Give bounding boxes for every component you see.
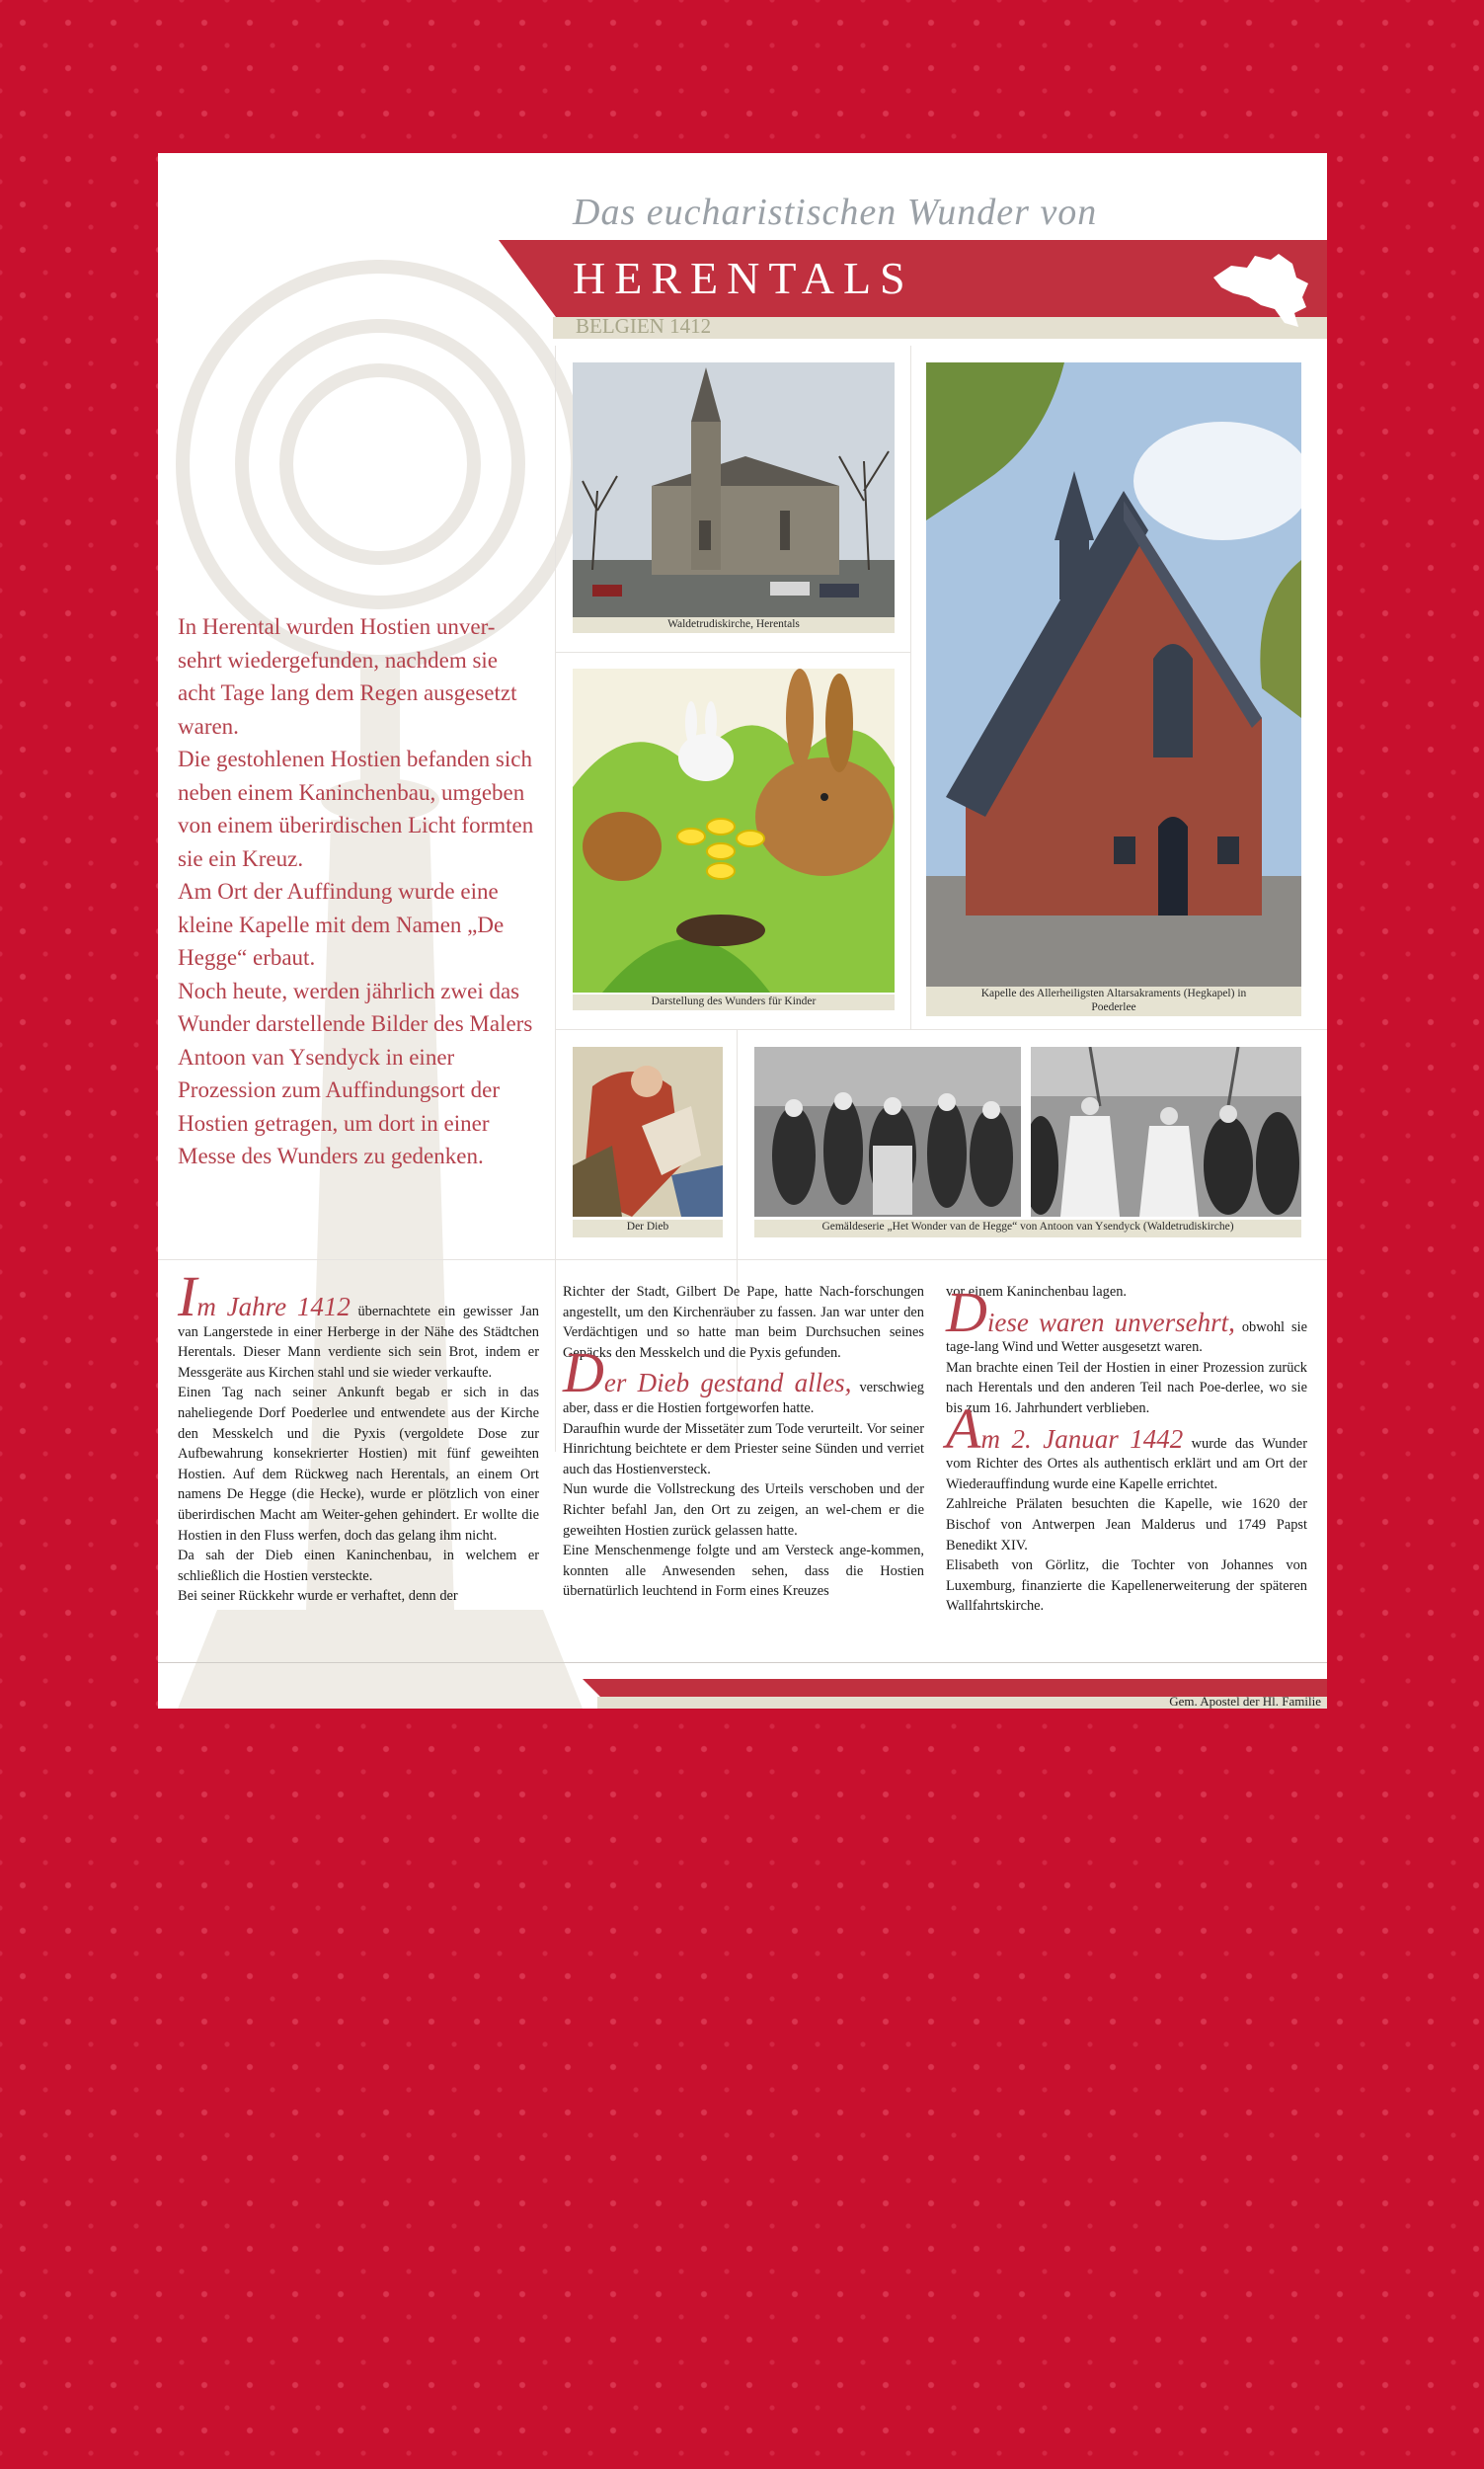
church-caption: Waldetrudiskirche, Herentals (573, 617, 895, 633)
body-paragraph: Nun wurde die Vollstreckung des Urteils verschoben und der Richter befahl Jan, den Ort zu zeigen, an wel-chem er die geweihten Hostien zurück gelassen hatte. (563, 1481, 924, 1539)
intro-text (178, 610, 538, 1173)
painting-series-1 (754, 1047, 1021, 1217)
body-paragraph: Diese waren unversehrt, obwohl sie tage-lang Wind und Wetter ausgesetzt waren. (946, 1279, 1308, 1356)
grid-divider (555, 346, 556, 1452)
paintings-caption: Gemäldeserie „Het Wonder van de Hegge“ von Antoon van Ysendyck (Waldetrudiskirche) (754, 1220, 1301, 1237)
chapel-caption: Kapelle des Allerheiligsten Altarsakraments (Hegkapel) in Poederlee (926, 987, 1301, 1016)
chapel-photo (926, 362, 1301, 987)
body-paragraph: Zahlreiche Prälaten besuchten die Kapelle, wie 1620 der Bischof von Antwerpen Jean Malderus und 1749 Papst Benedikt XIV. (946, 1496, 1307, 1553)
body-paragraph: Bei seiner Rückkehr wurde er verhaftet, denn der (178, 1588, 458, 1605)
rabbits-caption: Darstellung des Wunders für Kinder (573, 995, 895, 1010)
grid-divider (158, 1259, 1327, 1260)
body-paragraph: Der Dieb gestand alles, verschwieg aber, dass er die Hostien fortgeworfen hatte. (563, 1340, 924, 1416)
body-column-2 (563, 1282, 924, 1602)
subtitle: Das eucharistischen Wunder von (573, 192, 1098, 233)
thief-painting (573, 1047, 723, 1217)
body-paragraph: Eine Menschenmenge folgte und am Versteck ange-kommen, konnten alle Anwesenden sehen, dass die Hostien übernatürlich leuchtend in Form eines Kreuzes (563, 1543, 924, 1600)
footer-divider (158, 1662, 1327, 1663)
body-column-3 (946, 1279, 1308, 1617)
drop-cap-heading: Diese waren unversehrt, (946, 1279, 1235, 1344)
thief-caption: Der Dieb (573, 1220, 723, 1237)
body-paragraph: Einen Tag nach seiner Ankunft begab er sich in das naheliegende Dorf Poederlee und entwendete aus der Kirche den Messkelch und die Pyxis (vergoldete Dose zur Aufbewahrung konsekrierter Hostien) mit fünf geweihten Hostien. Auf dem Rückweg nach Herentals, an einem Ort namens De Hegge (die Hecke), wurde er plötzlich von einer überirdischen Macht am Weiter-gehen gehindert. Er wollte die Hostien in den Fluss werfen, doch das gelang ihm nicht. (178, 1385, 539, 1544)
body-paragraph: Richter der Stadt, Gilbert De Pape, hatte Nach-forschungen angestellt, um den Kirchenräuber zu fassen. Jan war unter den Verdächtigen und so hatte man beim Durchsuchen seines Gepäcks den Messkelch und die Pyxis gefunden. (563, 1284, 924, 1361)
poster-page (158, 153, 1327, 1709)
grid-divider (555, 652, 910, 653)
painting-series-2 (1031, 1047, 1301, 1217)
intro-paragraph: Noch heute, werden jährlich zwei das Wunder darstellende Bilder des Malers Antoon van Ysendyck in einer Prozession zum Auffindungsort der Hostien getragen, um dort in einer Messe des Wunders zu gedenken. (178, 978, 533, 1168)
body-paragraph: Man brachte einen Teil der Hostien in einer Prozession zurück nach Herentals und den anderen Teil nach Poe-derlee, wo sie bis zum 16. Jahrhundert verblieben. (946, 1359, 1307, 1416)
footer-credit: Gem. Apostel der Hl. Familie (1169, 1694, 1321, 1709)
page-title: HERENTALS (573, 253, 914, 303)
intro-paragraph: In Herental wurden Hostien unver-sehrt wiedergefunden, nachdem sie acht Tage lang dem Regen ausgesetzt waren. (178, 614, 517, 739)
country-year: BELGIEN 1412 (576, 314, 712, 338)
belgium-map-icon (1210, 248, 1312, 331)
rabbits-illustration (573, 669, 895, 993)
drop-cap-heading: Der Dieb gestand alles, (563, 1340, 852, 1405)
grid-divider (910, 346, 911, 1029)
body-paragraph: Elisabeth von Görlitz, die Tochter von Johannes von Luxemburg, finanzierte die Kapellenerweiterung der späteren Wallfahrtskirche. (946, 1557, 1307, 1615)
drop-cap-heading: Am 2. Januar 1442 (946, 1395, 1184, 1461)
church-photo (573, 362, 895, 617)
body-paragraph: Am 2. Januar 1442 wurde das Wunder vom Richter des Ortes als authentisch erklärt und am Ort der Wiederauffindung wurde eine Kapelle errichtet. (946, 1395, 1307, 1492)
body-paragraph: Daraufhin wurde der Missetäter zum Tode verurteilt. Vor seiner Hinrichtung beichtete er dem Priester seine Sünden und verriet auch das Hostienversteck. (563, 1420, 924, 1477)
body-column-1 (178, 1264, 539, 1607)
grid-divider (555, 1029, 1327, 1030)
body-paragraph: Da sah der Dieb einen Kaninchenbau, in welchem er schließlich die Hostien versteckte. (178, 1548, 539, 1584)
body-paragraph: vor einem Kaninchenbau lagen. (946, 1284, 1128, 1300)
body-paragraph: Im Jahre 1412 übernachtete ein gewisser Jan van Langerstede in einer Herberge in der Nähe des Städtchen Herentals. Dieser Mann verdiente sich sein Brot, indem er Messgeräte aus Kirchen stahl und sie wieder verkaufte. (178, 1264, 539, 1381)
drop-cap-heading: Im Jahre 1412 (178, 1264, 351, 1328)
intro-paragraph: Die gestohlenen Hostien befanden sich neben einem Kaninchenbau, umgeben von einem überirdischen Licht formten sie ein Kreuz. (178, 747, 534, 871)
intro-paragraph: Am Ort der Auffindung wurde eine kleine Kapelle mit dem Namen „De Hegge“ erbaut. (178, 879, 505, 970)
